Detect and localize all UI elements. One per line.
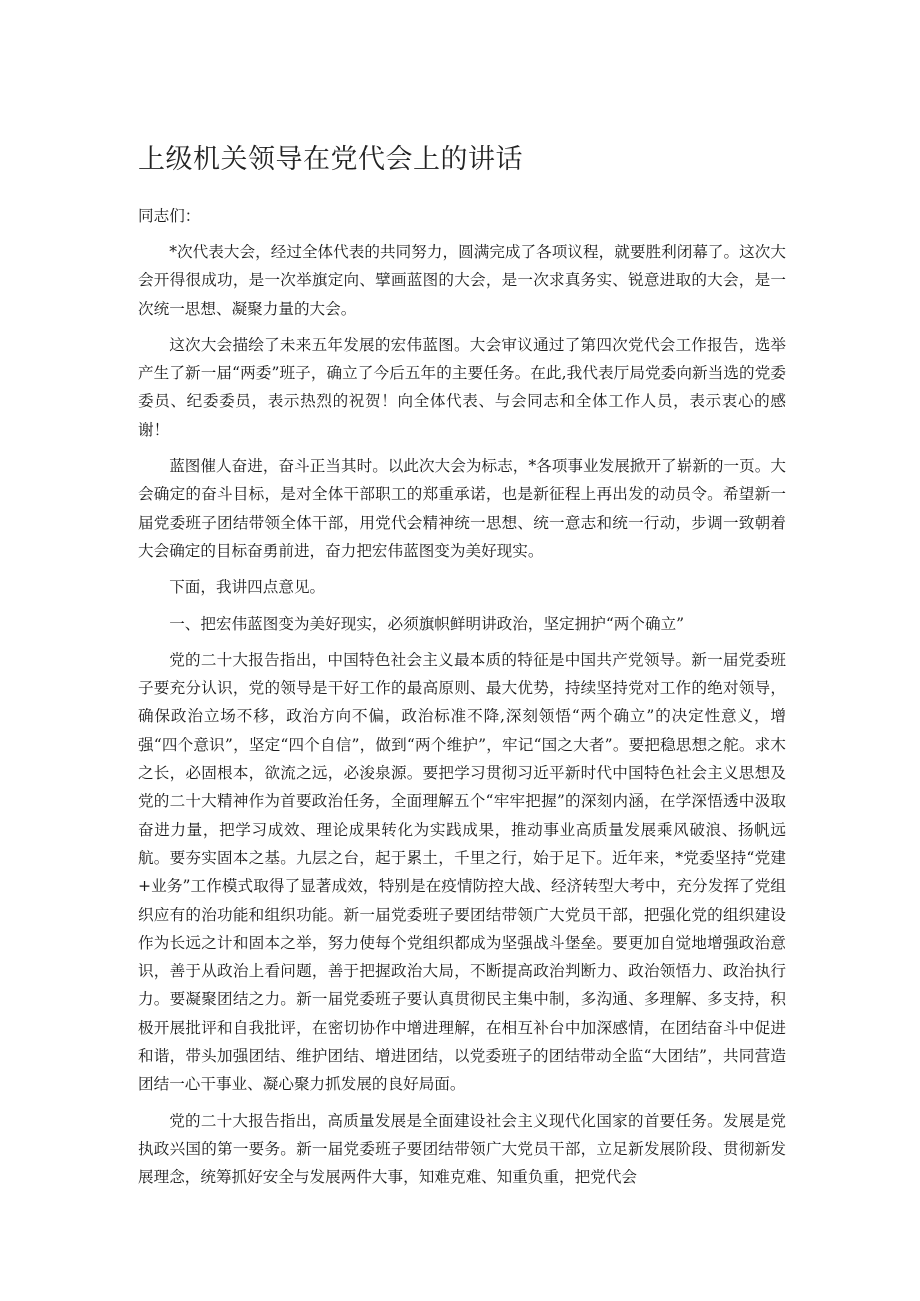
paragraph-blueprint: 这次大会描绘了未来五年发展的宏伟蓝图。大会审议通过了第四次党代会工作报告，选举产生了新一届“两委”班子，确立了今后五年的主要任务。在此,我代表厅局党委向新当选的党委委员、纪委委员，表示热烈的祝贺！向全体代表、与会同志和全体工作人员，表示衷心的感谢！	[138, 335, 786, 439]
salutation: 同志们：	[138, 207, 201, 225]
paragraph-opening: *次代表大会，经过全体代表的共同努力，圆满完成了各项议程，就要胜利闭幕了。这次大会开得很成功，是一次举旗定向、擘画蓝图的大会，是一次求真务实、锐意进取的大会，是一次统一思想、凝聚力量的大会。	[138, 243, 786, 318]
document-title: 上级机关领导在党代会上的讲话	[138, 144, 523, 175]
section-heading-one: 一、把宏伟蓝图变为美好现实，必须旗帜鲜明讲政治，坚定拥护“两个确立”	[169, 614, 685, 633]
paragraph-intro-points: 下面，我讲四点意见。	[169, 578, 326, 597]
paragraph-politics: 党的二十大报告指出，中国特色社会主义最本质的特征是中国共产党领导。新一届党委班子要充分认识，党的领导是干好工作的最高原则、最大优势，持续坚持党对工作的绝对领导，确保政治立场不移，政治方向不偏，政治标准不降,深刻领悟“两个确立”的决定性意义，增强“四个意识”，坚定“四个自信”，做到“两个维护”，牢记“国之大者”。要把稳思想之舵。求木之长，必固根本，欲流之远，必浚泉源。要把学习贯彻习近平新时代中国特色社会主义思想及党的二十大精神作为首要政治任务，全面理解五个“牢牢把握”的深刻内涵，在学深悟透中汲取奋进力量，把学习成效、理论成果转化为实践成果，推动事业高质量发展乘风破浪、扬帆远航。要夯实固本之基。九层之台，起于累土，千里之行，始于足下。近年来，*党委坚持“党建+业务”工作模式取得了显著成效，特别是在疫情防控大战、经济转型大考中，充分发挥了党组织应有的治功能和组织功能。新一届党委班子要团结带领广大党员干部，把强化党的组织建设作为长远之计和固本之举，努力使每个党组织都成为坚强战斗堡垒。要更加自觉地增强政治意识，善于从政治上看问题，善于把握政治大局，不断提高政治判断力、政治领悟力、政治执行力。要凝聚团结之力。新一届党委班子要认真贯彻民主集中制，多沟通、多理解、多支持，积极开展批评和自我批评，在密切协作中增进理解，在相互补台中加深感情，在团结奋斗中促进和谐，带头加强团结、维护团结、增进团结，以党委班子的团结带动全监“大团结”，共同营造团结一心干事业、凝心聚力抓发展的良好局面。	[138, 650, 786, 1094]
document-page	[138, 140, 786, 1200]
paragraph-inspiration: 蓝图催人奋进，奋斗正当其时。以此次大会为标志，*各项事业发展掀开了崭新的一页。大会确定的奋斗目标，是对全体干部职工的郑重承诺，也是新征程上再出发的动员令。希望新一届党委班子团结带领全体干部，用党代会精神统一思想、统一意志和统一行动，步调一致朝着大会确定的目标奋勇前进，奋力把宏伟蓝图变为美好现实。	[138, 457, 786, 560]
paragraph-development: 党的二十大报告指出，高质量发展是全面建设社会主义现代化国家的首要任务。发展是党执政兴国的第一要务。新一届党委班子要团结带领广大党员干部，立足新发展阶段、贯彻新发展理念，统筹抓好安全与发展两件大事，知难克难、知重负重，把党代会	[138, 1111, 786, 1187]
